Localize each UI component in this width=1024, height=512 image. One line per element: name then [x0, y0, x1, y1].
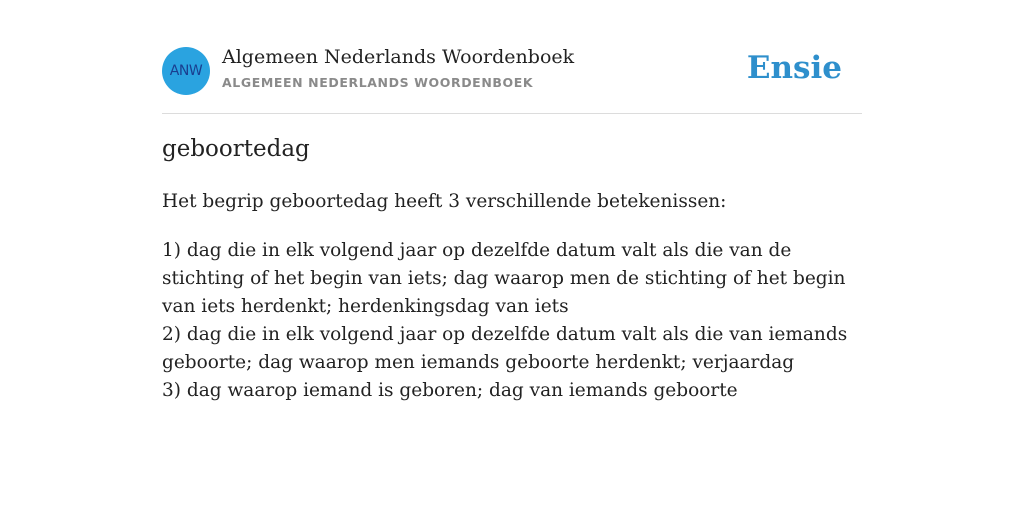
definition-item: 2) dag die in elk volgend jaar op dezelfde datum valt als die van iemands geboorte; dag waarop men iemands geboorte herdenkt; verjaardag — [162, 324, 848, 373]
header-divider — [162, 113, 862, 114]
source-subtitle: ALGEMEEN NEDERLANDS WOORDENBOEK — [222, 75, 534, 90]
entry-card — [162, 0, 862, 512]
definition-list — [162, 237, 862, 405]
definition-item: 1) dag die in elk volgend jaar op dezelfde datum valt als die van de stichting of het begin van iets; dag waarop men de stichting of het begin van iets herdenkt; herdenkingsdag van iets — [162, 240, 846, 317]
ensie-brand-logo[interactable]: Ensie — [746, 50, 842, 86]
entry-term: geboortedag — [162, 136, 310, 162]
anw-logo-text: ANW — [169, 63, 203, 79]
entry-intro: Het begrip geboortedag heeft 3 verschillende betekenissen: — [162, 191, 727, 212]
definition-item: 3) dag waarop iemand is geboren; dag van iemands geboorte — [162, 380, 738, 401]
source-header — [162, 46, 862, 96]
source-title[interactable]: Algemeen Nederlands Woordenboek — [222, 46, 575, 68]
anw-logo[interactable] — [162, 47, 210, 95]
